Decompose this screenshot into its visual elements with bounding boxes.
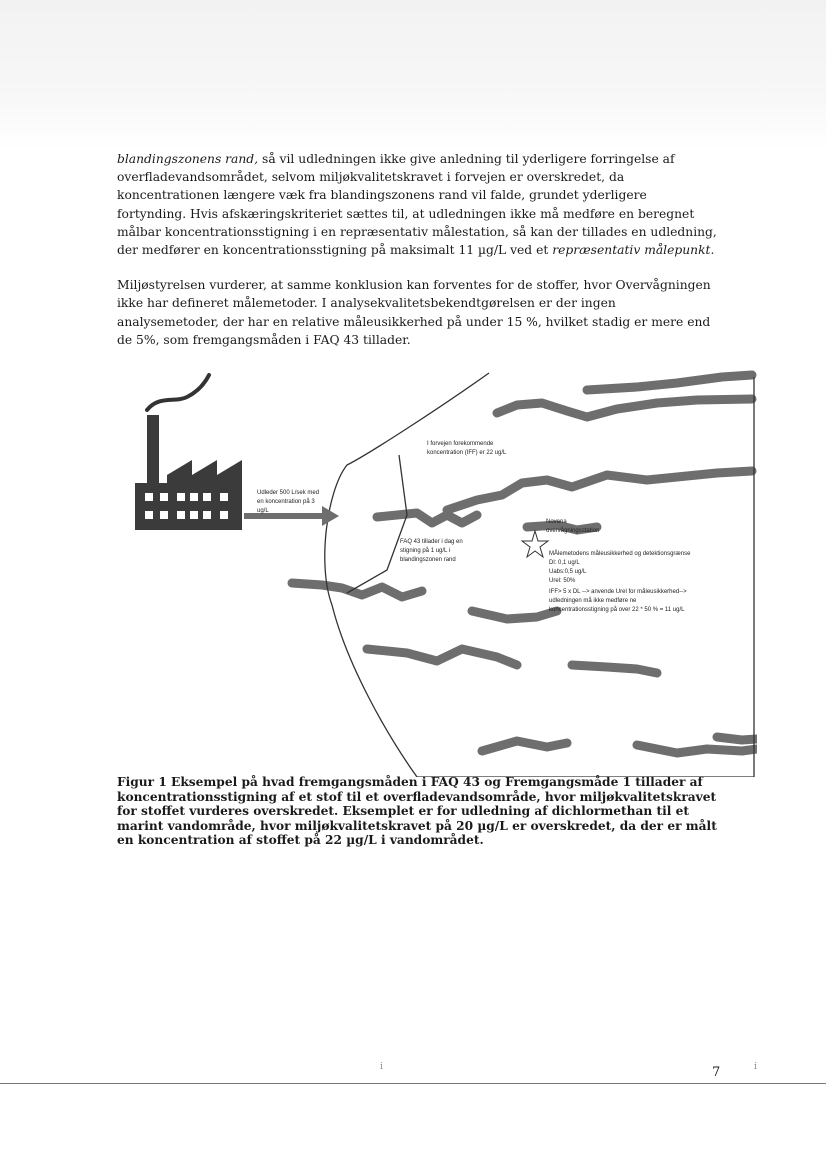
- existing-concentration-label: I forvejen forekommende koncentration (IFF) er 22 ug/L: [427, 441, 507, 456]
- scan-shadow: [0, 0, 826, 150]
- italic-term-2: repræsentativ målepunkt.: [552, 243, 715, 258]
- paragraph-1: [117, 150, 717, 259]
- wave-icons: [292, 375, 757, 753]
- footer-rule: [0, 1083, 826, 1084]
- station-label: Novana overvågningsstation: [546, 519, 600, 534]
- page-number: 7: [712, 1065, 721, 1080]
- body-text: [117, 150, 717, 366]
- star-icon: [522, 531, 548, 557]
- footer-mark-left: i: [380, 1062, 383, 1072]
- figure-caption: Figur 1 Eksempel på hvad fremgangsmåden i FAQ 43 og Fremgangsmåde 1 tillader af koncentrationsstigning af et stof til et overfladevandsområde, hvor miljøkvalitetskravet for stoffet vurderes overskredet. Eksemplet er for udledning af dichlormethan til et marint vandområde, hvor miljøkvalitetskravet på 20 µg/L er overskredet, da der er målt en koncentration af stoffet på 22 µg/L i vandområdet.: [117, 775, 717, 848]
- paragraph-1-text: så vil udledningen ikke give anledning til yderligere forringelse af overfladevandsområdet, selvom miljøkvalitetskravet i forvejen er overskredet, da koncentrationen længere væk fra blandingszonens rand vil falde, grundet yderligere fortynding. Hvis afskæringskriteriet sættes til, at udledningen ikke må medføre en beregnet målbar koncentrationsstigning i en repræsentativ målestation, så kan der tillades en udledning, der medfører en koncentrationsstigning på maksimalt 11 µg/L ved et: [117, 152, 717, 258]
- method-label: MÅlemetodens måleusikkerhed og detektionsgrænse Dl: 0,1 ug/L Uabs:0,5 ug/L Urel: 50%: [549, 551, 691, 584]
- figure-mixing-zone: [117, 365, 757, 777]
- conclusion-label: IFF> 5 x DL --> anvende Urel for måleusikkerhed--> udledningen må ikke medføre ne koncentrationsstigning på over 22 * 50 % = 11 ug/L: [549, 589, 687, 613]
- italic-term: blandingszonens rand,: [117, 152, 259, 166]
- mixing-zone-boundary: [325, 373, 754, 777]
- factory-icon: [135, 375, 242, 530]
- footer-mark-right: i: [754, 1062, 757, 1072]
- discharge-label: Udleder 500 L/sek med en koncentration på 3 ug/L: [257, 490, 320, 514]
- faq43-label: FAQ 43 tillader i dag en stigning på 1 ug/L i blandingszonen rand: [400, 539, 463, 563]
- paragraph-2: Miljøstyrelsen vurderer, at samme konklusion kan forventes for de stoffer, hvor Overvågningen ikke har defineret målemetoder. I analysekvalitetsbekendtgørelsen er der ingen analysemetoder, der har en relative måleusikkerhed på under 15 %, hvilket stadig er mere end de 5%, som fremgangsmåden i FAQ 43 tillader.: [117, 278, 711, 347]
